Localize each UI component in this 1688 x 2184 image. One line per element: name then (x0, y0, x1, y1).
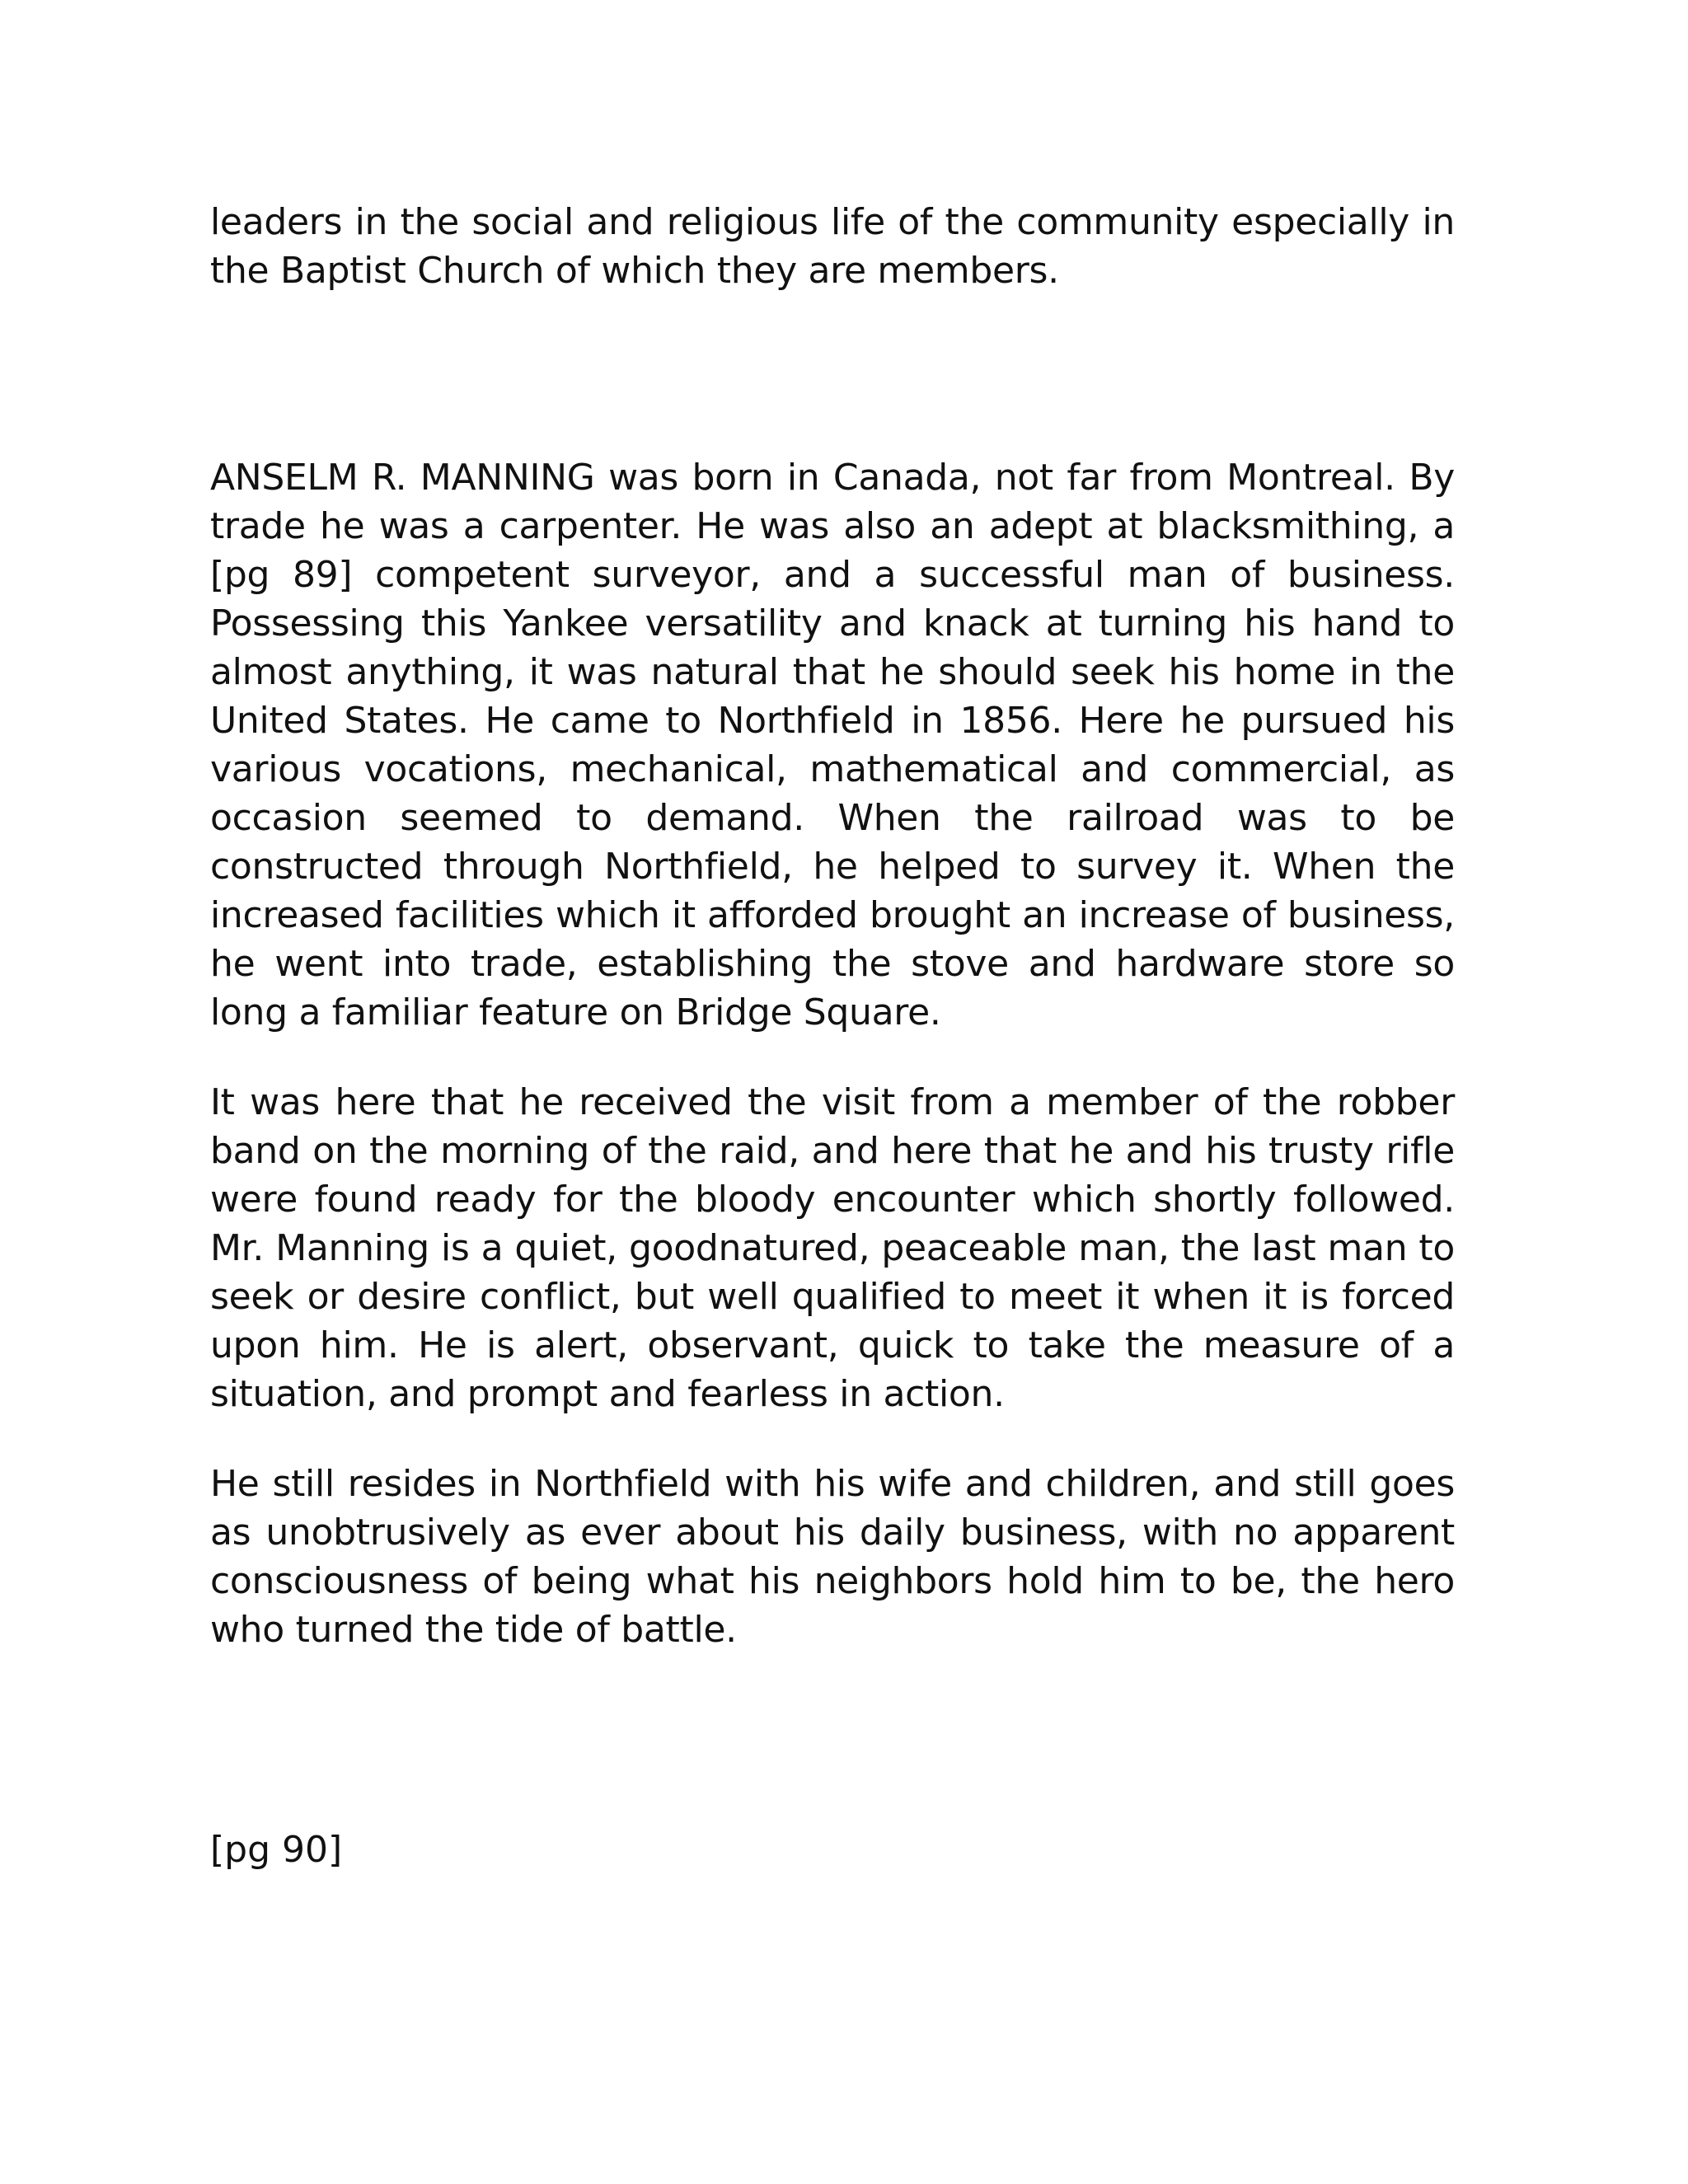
document-body (210, 198, 1455, 1654)
paragraph-gap (210, 1418, 1455, 1460)
paragraph-gap (210, 1037, 1455, 1078)
paragraph-residence: He still resides in Northfield with his wife and children, and still goes as unobtrusively as ever about his daily business, with no apparent consciousness of being what his neighbors hold him to be, the hero who turned the tide of battle. (210, 1463, 1455, 1651)
page-number-marker: [pg 90] (210, 1829, 343, 1871)
paragraph-continued: leaders in the social and religious life of the community especially in the Baptist Church of which they are members. (210, 201, 1455, 292)
section-gap (210, 295, 1455, 453)
paragraph-raid: It was here that he received the visit from a member of the robber band on the morning of the raid, and here that he and his trusty rifle were found ready for the bloody encounter which shortly followed. Mr. Manning is a quiet, goodnatured, peaceable man, the last man to seek or desire conflict, but well qualified to meet it when it is forced upon him. He is alert, observant, quick to take the measure of a situation, and prompt and fearless in action. (210, 1081, 1455, 1415)
paragraph-manning-bio: ANSELM R. MANNING was born in Canada, not far from Montreal. By trade he was a carpenter. He was also an adept at blacksmithing, a [pg 89] competent surveyor, and a successful man of business. Possessing this Yankee versatility and knack at turning his hand to almost anything, it was natural that he should seek his home in the United States. He came to Northfield in 1856. Here he pursued his various vocations, mechanical, mathematical and commercial, as occasion seemed to demand. When the railroad was to be constructed through Northfield, he helped to survey it. When the increased facilities which it afforded brought an increase of business, he went into trade, establishing the stove and hardware store so long a familiar feature on Bridge Square. (210, 457, 1455, 1033)
